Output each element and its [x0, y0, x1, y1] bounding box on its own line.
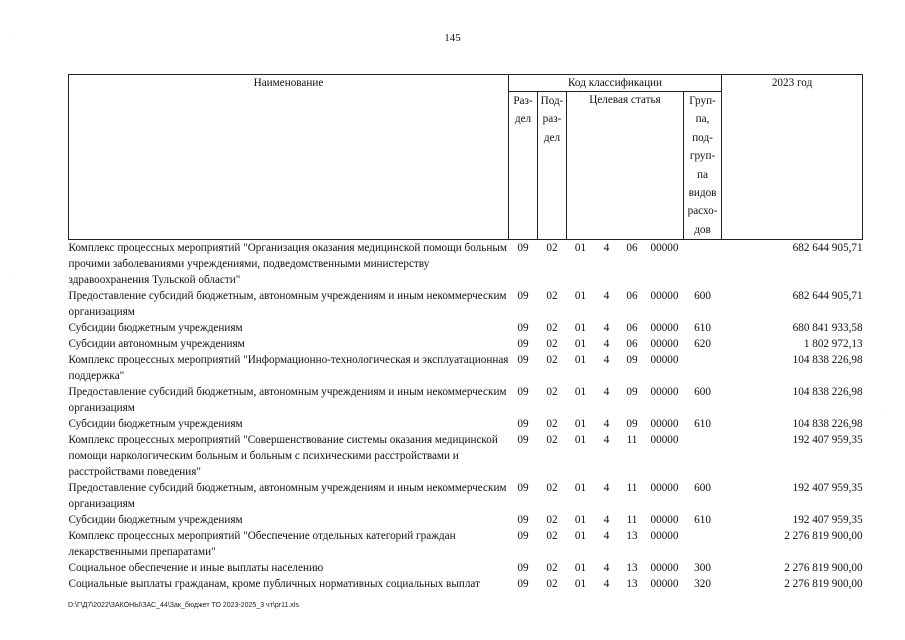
row-target-direction: 00000: [650, 242, 679, 255]
row-expense-group: 300: [694, 562, 711, 575]
row-subsection: 02: [546, 434, 558, 447]
column-header-year: 2023 год: [722, 75, 863, 240]
row-expense-group: 600: [694, 386, 711, 399]
file-path: D:\Г\Д7\2022\ЗАКОНЫ\ЗАС_44\Зак_бюджет ТО 2023-2025_3 чт\pr11.xls: [68, 602, 299, 609]
row-target-direction: 00000: [650, 338, 679, 351]
row-subsection: 02: [546, 514, 558, 527]
row-amount: 682 644 905,71: [792, 242, 863, 255]
row-subsection: 02: [546, 290, 558, 303]
row-target-complex: 13: [626, 562, 638, 575]
table-body: [69, 240, 863, 593]
margin-mark: ·: [885, 410, 887, 416]
row-target-direction: 00000: [650, 354, 679, 367]
row-target-program: 01: [574, 242, 587, 255]
row-expense-group: [684, 432, 722, 480]
row-target-direction: 00000: [650, 290, 679, 303]
table-row: [69, 528, 863, 560]
column-header-subsection: Под- раз- дел: [538, 92, 567, 240]
row-target-direction: 00000: [650, 386, 679, 399]
row-target-direction: 00000: [650, 578, 679, 591]
page-number: 145: [444, 32, 461, 44]
row-subsection: 02: [546, 418, 558, 431]
row-expense-group: [684, 240, 722, 289]
row-target-program: 01: [574, 434, 587, 447]
row-name: Предоставление субсидий бюджетным, автономным учреждениям и иным некоммерческим организациям: [68, 482, 507, 511]
row-target-program: 01: [574, 354, 587, 367]
row-target-type: 4: [603, 418, 610, 431]
row-section: 09: [517, 242, 529, 255]
row-section: 09: [517, 418, 529, 431]
row-target-type: 4: [603, 514, 610, 527]
table-row: [69, 432, 863, 480]
row-section: 09: [517, 386, 529, 399]
row-target-type: 4: [603, 482, 610, 495]
table-row: [69, 512, 863, 528]
row-target-complex: 11: [626, 482, 638, 495]
row-amount: 192 407 959,35: [792, 514, 863, 527]
row-target-complex: 09: [626, 386, 638, 399]
row-target-complex: 11: [626, 514, 638, 527]
row-target-program: 01: [574, 386, 587, 399]
row-name: Предоставление субсидий бюджетным, автономным учреждениям и иным некоммерческим организациям: [68, 290, 507, 319]
row-subsection: 02: [546, 322, 558, 335]
row-target-program: 01: [574, 322, 587, 335]
row-target-type: 4: [603, 354, 610, 367]
row-subsection: 02: [546, 386, 558, 399]
row-target-complex: 09: [626, 418, 638, 431]
row-target-direction: 00000: [650, 514, 679, 527]
row-section: 09: [517, 290, 529, 303]
table-row: [69, 320, 863, 336]
row-name: Социальные выплаты гражданам, кроме публичных нормативных социальных выплат: [68, 578, 480, 591]
row-amount: 680 841 933,58: [792, 322, 863, 335]
row-target-program: 01: [574, 514, 587, 527]
row-section: 09: [517, 338, 529, 351]
row-expense-group: 320: [694, 578, 711, 591]
row-target-complex: 06: [626, 242, 638, 255]
row-amount: 682 644 905,71: [792, 290, 863, 303]
row-name: Комплекс процессных мероприятий "Обеспечение отдельных категорий граждан лекарственными препаратами": [68, 530, 456, 559]
row-section: 09: [517, 354, 529, 367]
row-target-program: 01: [574, 482, 587, 495]
row-target-direction: 00000: [650, 434, 679, 447]
row-target-complex: 11: [626, 434, 638, 447]
row-amount: 2 276 819 900,00: [784, 562, 863, 575]
table-row: [69, 336, 863, 352]
row-amount: 104 838 226,98: [792, 354, 863, 367]
table-row: [69, 240, 863, 289]
row-amount: 2 276 819 900,00: [784, 578, 863, 591]
row-amount: 192 407 959,35: [792, 434, 863, 447]
row-target-direction: 00000: [650, 418, 679, 431]
table-row: [69, 576, 863, 592]
row-subsection: 02: [546, 482, 558, 495]
table-row: [69, 352, 863, 384]
table-row: [69, 384, 863, 416]
row-name: Комплекс процессных мероприятий "Совершенствование системы оказания медицинской помощи наркологическим больным и больным с психическими расстройствами и расстройствами поведения": [68, 434, 498, 479]
table-row: [69, 560, 863, 576]
row-section: 09: [517, 562, 529, 575]
row-name: Субсидии бюджетным учреждениям: [68, 418, 243, 431]
row-target-type: 4: [603, 434, 610, 447]
column-header-name: Наименование: [69, 75, 509, 240]
row-target-program: 01: [574, 562, 587, 575]
row-amount: 104 838 226,98: [792, 418, 863, 431]
row-section: 09: [517, 322, 529, 335]
column-header-target-article: Целевая статья: [567, 92, 684, 240]
row-target-program: 01: [574, 530, 587, 543]
row-target-program: 01: [574, 290, 587, 303]
row-target-type: 4: [603, 338, 610, 351]
margin-mark: ·: [14, 30, 16, 36]
row-target-direction: 00000: [650, 322, 679, 335]
table-row: [69, 416, 863, 432]
row-target-complex: 09: [626, 354, 638, 367]
margin-mark: ·: [10, 270, 12, 276]
row-target-direction: 00000: [650, 562, 679, 575]
row-target-type: 4: [603, 290, 610, 303]
row-section: 09: [517, 482, 529, 495]
row-expense-group: [684, 528, 722, 560]
column-header-classification: Код классификации: [509, 75, 722, 92]
row-target-complex: 13: [626, 578, 638, 591]
column-header-section: Раз- дел: [509, 92, 538, 240]
row-expense-group: [684, 352, 722, 384]
row-target-complex: 06: [626, 322, 638, 335]
row-target-type: 4: [603, 578, 610, 591]
row-target-complex: 06: [626, 338, 638, 351]
row-target-direction: 00000: [650, 482, 679, 495]
row-target-type: 4: [603, 562, 610, 575]
row-subsection: 02: [546, 242, 558, 255]
row-target-type: 4: [603, 242, 610, 255]
row-name: Социальное обеспечение и иные выплаты населению: [68, 562, 324, 575]
row-amount: 104 838 226,98: [792, 386, 863, 399]
row-target-complex: 13: [626, 530, 638, 543]
row-expense-group: 620: [694, 338, 711, 351]
row-name: Субсидии бюджетным учреждениям: [68, 514, 243, 527]
table-row: [69, 288, 863, 320]
row-target-program: 01: [574, 578, 587, 591]
row-target-type: 4: [603, 386, 610, 399]
row-section: 09: [517, 514, 529, 527]
row-subsection: 02: [546, 562, 558, 575]
row-amount: 2 276 819 900,00: [784, 530, 863, 543]
row-target-type: 4: [603, 530, 610, 543]
row-name: Комплекс процессных мероприятий "Организация оказания медицинской помощи больным прочими заболеваниями учреждениями, подведомственными министерству здравоохранения Тульской области": [68, 242, 507, 287]
row-expense-group: 600: [694, 290, 711, 303]
row-section: 09: [517, 434, 529, 447]
row-expense-group: 610: [694, 322, 711, 335]
row-target-complex: 06: [626, 290, 638, 303]
row-target-program: 01: [574, 418, 587, 431]
row-subsection: 02: [546, 578, 558, 591]
row-subsection: 02: [546, 530, 558, 543]
row-name: Субсидии бюджетным учреждениям: [68, 322, 243, 335]
row-expense-group: 610: [694, 418, 711, 431]
row-subsection: 02: [546, 338, 558, 351]
row-target-type: 4: [603, 322, 610, 335]
row-amount: 192 407 959,35: [792, 482, 863, 495]
row-name: Субсидии автономным учреждениям: [68, 338, 245, 351]
row-name: Комплекс процессных мероприятий "Информационно-технологическая и эксплуатационная поддержка": [68, 354, 509, 383]
column-header-expense-group: Груп- па, под- груп- па видов расхо- дов: [684, 92, 722, 240]
row-section: 09: [517, 530, 529, 543]
table-row: [69, 480, 863, 512]
row-expense-group: 600: [694, 482, 711, 495]
row-name: Предоставление субсидий бюджетным, автономным учреждениям и иным некоммерческим организациям: [68, 386, 507, 415]
row-target-direction: 00000: [650, 530, 679, 543]
row-expense-group: 610: [694, 514, 711, 527]
row-target-program: 01: [574, 338, 587, 351]
row-amount: 1 802 972,13: [803, 338, 863, 351]
row-subsection: 02: [546, 354, 558, 367]
row-section: 09: [517, 578, 529, 591]
budget-table: [68, 74, 863, 592]
